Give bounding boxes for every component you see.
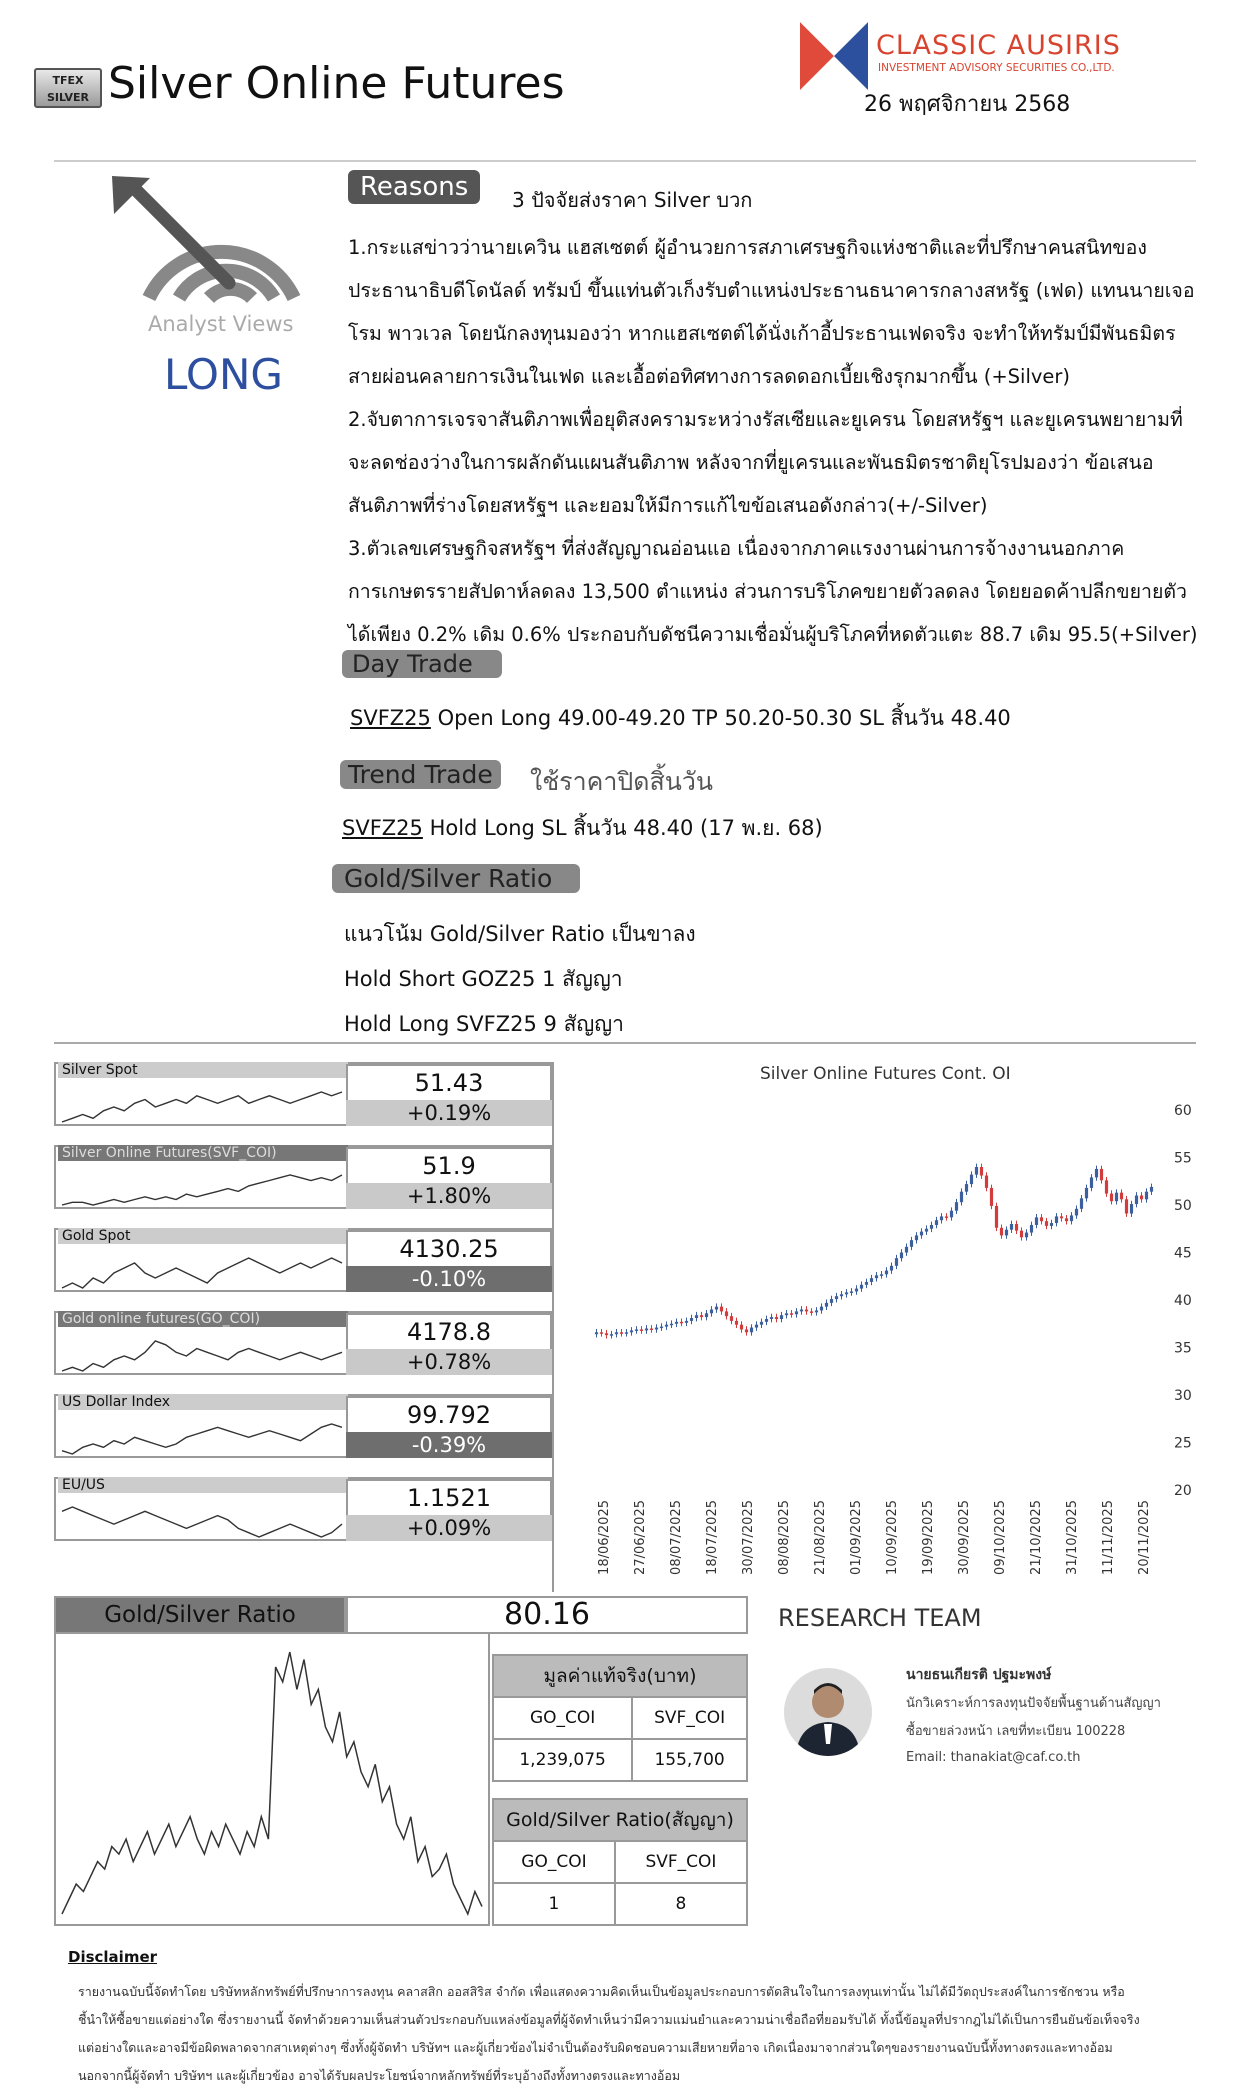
widget-change: +0.19% [346, 1100, 552, 1126]
candle-body [810, 1311, 813, 1313]
candle-body [595, 1332, 598, 1334]
sparkline-line [62, 1507, 342, 1537]
x-tick-label: 21/10/2025 [1029, 1500, 1044, 1575]
gs-ratio-chart [56, 1634, 488, 1922]
trend-trade-symbol: SVFZ25 [342, 816, 423, 840]
market-widget [54, 1145, 554, 1209]
x-tick-label: 19/09/2025 [921, 1500, 936, 1575]
y-tick-label: 45 [1174, 1245, 1192, 1262]
gs-line: แนวโน้ม Gold/Silver Ratio เป็นขาลง [344, 922, 696, 946]
candle-body [955, 1202, 958, 1211]
candle-body [985, 1176, 988, 1188]
reason-line: สันติภาพที่ร่างโดยสหรัฐฯ และยอมให้มีการแก้ไขข้อเสนอดังกล่าว(+/-Silver) [348, 494, 988, 517]
candle-body [605, 1333, 608, 1335]
candle-body [725, 1311, 728, 1316]
candle-body [1110, 1194, 1113, 1202]
reason-line: สายผ่อนคลายการเงินในเฟด และเอื้อต่อทิศทางการลดดอกเบี้ยเชิงรุกมากขึ้น (+Silver) [348, 365, 1071, 388]
y-tick-label: 30 [1174, 1388, 1192, 1404]
candle-body [965, 1184, 968, 1192]
candle-body [1035, 1217, 1038, 1225]
target-arrow-icon [104, 168, 304, 308]
candle-body [705, 1313, 708, 1317]
candle-body [1030, 1225, 1033, 1233]
reason-line: 3.ตัวเลขเศรษฐกิจสหรัฐฯ ที่ส่งสัญญาณอ่อนแอ เนื่องจากภาคแรงงานผ่านการจ้างงานนอกภาค [348, 537, 1125, 560]
candle-body [790, 1313, 793, 1315]
candle-body [905, 1247, 908, 1253]
candle-body [930, 1225, 933, 1229]
widget-change: +0.09% [346, 1515, 552, 1541]
widget-value: 99.792 [346, 1396, 552, 1432]
candle-body [655, 1328, 658, 1330]
actual-value-table [492, 1654, 748, 1782]
widget-value: 1.1521 [346, 1479, 552, 1515]
disclaimer-line: รายงานฉบับนี้จัดทำโดย บริษัทหลักทรัพย์ที่ปรึกษาการลงทุน คลาสสิก ออสสิริส จำกัด เพื่อแสดงความคิดเห็นเป็นข้อมูลประกอบการตัดสินใจในการลงทุนเท่านั้น ไม่ได้มีวัตถุประสงค์ในการชักชวน หรือ [78, 1984, 1125, 1999]
candle-body [780, 1315, 783, 1319]
candle-body [620, 1332, 623, 1334]
gs-ratio-value-box [346, 1596, 748, 1634]
candle-body [745, 1329, 748, 1332]
candle-body [1090, 1177, 1093, 1187]
candle-body [910, 1240, 913, 1247]
candlestick-chart [580, 1090, 1200, 1590]
tfex-logo [34, 68, 102, 108]
day-trade-tag: Day Trade [342, 650, 502, 678]
reason-line: การเกษตรรายสัปดาห์ลดลง 13,500 ตำแหน่ง ส่วนการบริโภคขยายตัวลดลง โดยยอดค้าปลีกขยายตัว [348, 580, 1187, 603]
analyst-name: นายธนเกียรติ ปฐมะพงษ์ [906, 1667, 1052, 1683]
trend-trade-text [342, 812, 823, 845]
candle-body [995, 1206, 998, 1228]
candle-body [825, 1303, 828, 1307]
gs-ratio-label: Gold/Silver Ratio [104, 1602, 296, 1628]
candle-body [760, 1322, 763, 1325]
candle-body [820, 1307, 823, 1311]
candle-body [1050, 1223, 1053, 1226]
candle-body [800, 1310, 803, 1312]
gs-ratio-chart-box [54, 1634, 490, 1926]
widget-sparkline [58, 1497, 346, 1541]
candle-body [1120, 1193, 1123, 1200]
brand-logo-icon [800, 22, 868, 90]
analyst-views-label: Analyst Views [148, 312, 294, 336]
widget-value: 4178.8 [346, 1313, 552, 1349]
sparkline-line [62, 1341, 342, 1371]
candle-body [1055, 1216, 1058, 1223]
candle-body [770, 1317, 773, 1319]
candle-body [660, 1327, 663, 1329]
divider [54, 1042, 1196, 1044]
candle-body [840, 1294, 843, 1296]
widget-sparkline [58, 1248, 346, 1292]
sparkline-line [62, 1258, 342, 1288]
widget-sparkline [58, 1165, 346, 1209]
candle-body [1015, 1224, 1018, 1231]
candle-body [1020, 1231, 1023, 1238]
y-tick-label: 55 [1174, 1150, 1192, 1167]
candle-body [640, 1329, 643, 1331]
x-tick-label: 18/06/2025 [597, 1500, 612, 1575]
x-tick-label: 21/08/2025 [813, 1500, 828, 1575]
candle-body [1150, 1187, 1153, 1192]
widget-value: 51.43 [346, 1064, 552, 1100]
reason-line: 1.กระแสข่าวว่านายเควิน แฮสเซตต์ ผู้อำนวยการสภาเศรษฐกิจแห่งชาติและที่ปรึกษาคนสนิทของ [348, 236, 1147, 259]
candle-body [650, 1329, 653, 1331]
gs-line: Hold Short GOZ25 1 สัญญา [344, 967, 623, 991]
candle-body [690, 1318, 693, 1321]
y-tick-label: 20 [1174, 1483, 1192, 1499]
analyst-email[interactable]: Email: thanakiat@caf.co.th [906, 1750, 1081, 1765]
candle-body [1040, 1217, 1043, 1221]
x-tick-label: 01/09/2025 [849, 1500, 864, 1575]
y-tick-label: 50 [1174, 1198, 1192, 1214]
candle-body [675, 1322, 678, 1324]
widget-label: Silver Spot [58, 1062, 348, 1078]
actual-v2: 155,700 [632, 1739, 747, 1781]
reasons-tag: Reasons [348, 170, 480, 204]
ratio-contract-title: Gold/Silver Ratio(สัญญา) [493, 1799, 747, 1841]
candle-body [890, 1266, 893, 1271]
widget-label: US Dollar Index [58, 1394, 348, 1410]
candle-body [865, 1282, 868, 1285]
page-title: Silver Online Futures [108, 58, 565, 109]
candle-body [1095, 1169, 1098, 1178]
report-date: 26 พฤศจิกายน 2568 [864, 92, 1071, 117]
day-trade-text [350, 702, 1011, 735]
market-widget [54, 1394, 554, 1458]
widget-change: +0.78% [346, 1349, 552, 1375]
candle-body [920, 1232, 923, 1236]
x-tick-label: 11/11/2025 [1101, 1500, 1116, 1575]
y-tick-label: 40 [1174, 1293, 1192, 1309]
candle-body [1065, 1218, 1068, 1221]
x-tick-label: 18/07/2025 [705, 1500, 720, 1575]
widget-label: EU/US [58, 1477, 348, 1493]
ratio-contract-table [492, 1798, 748, 1926]
x-tick-label: 20/11/2025 [1137, 1500, 1152, 1575]
candle-body [1100, 1169, 1103, 1180]
candle-body [1085, 1188, 1088, 1198]
disclaimer-title: Disclaimer [68, 1948, 158, 1966]
candle-body [785, 1313, 788, 1315]
candle-body [795, 1311, 798, 1314]
analyst-avatar [784, 1668, 872, 1756]
candle-body [685, 1321, 688, 1323]
analyst-role: นักวิเคราะห์การลงทุนปัจจัยพื้นฐานด้านสัญญา [906, 1696, 1161, 1711]
sparkline-line [62, 1424, 342, 1454]
candle-body [845, 1292, 848, 1294]
widget-change: -0.10% [346, 1266, 552, 1292]
candle-body [1060, 1216, 1063, 1218]
disclaimer-line: แต่อย่างใดและอาจมีข้อผิดพลาดจากสาเหตุต่างๆ ซึ่งทั้งผู้จัดทำ บริษัทฯ และผู้เกี่ยวข้องไม่จำเป็นต้องรับผิดชอบความเสียหายที่อาจ เกิดเนื่องมาจากส่วนใดๆของรายงานฉบับนี้ทั้งทางตรงและทางอ้อม [78, 2040, 1113, 2055]
actual-h2: SVF_COI [632, 1697, 747, 1739]
candle-body [1145, 1192, 1148, 1200]
x-tick-label: 30/07/2025 [741, 1500, 756, 1575]
candle-body [855, 1289, 858, 1292]
gs-ratio-label-box [54, 1596, 346, 1634]
candle-body [1140, 1196, 1143, 1200]
ratio-h2: SVF_COI [615, 1841, 747, 1883]
candle-body [1045, 1221, 1048, 1226]
candle-body [610, 1334, 613, 1336]
candle-body [870, 1278, 873, 1282]
candle-body [915, 1235, 918, 1240]
x-tick-label: 09/10/2025 [993, 1500, 1008, 1575]
day-trade-detail: Open Long 49.00-49.20 TP 50.20-50.30 SL สิ้นวัน 48.40 [430, 706, 1011, 730]
widget-value: 4130.25 [346, 1230, 552, 1266]
candle-body [885, 1271, 888, 1275]
candle-body [710, 1310, 713, 1314]
candle-body [850, 1291, 853, 1293]
widget-sparkline [58, 1331, 346, 1375]
candle-body [935, 1220, 938, 1225]
trend-trade-note: ใช้ราคาปิดสิ้นวัน [530, 767, 713, 796]
candle-body [645, 1329, 648, 1331]
ratio-h1: GO_COI [493, 1841, 615, 1883]
sparkline-line [62, 1092, 342, 1122]
gs-section-tag: Gold/Silver Ratio [332, 864, 580, 893]
candle-body [1130, 1204, 1133, 1214]
widget-label: Gold online futures(GO_COI) [58, 1311, 348, 1327]
widget-value: 51.9 [346, 1147, 552, 1183]
candle-body [715, 1307, 718, 1310]
market-widget [54, 1062, 554, 1126]
candle-body [940, 1216, 943, 1220]
research-title: RESEARCH TEAM [778, 1604, 982, 1632]
candle-body [880, 1274, 883, 1276]
actual-value-title: มูลค่าแท้จริง(บาท) [493, 1655, 747, 1697]
day-trade-symbol: SVFZ25 [350, 706, 431, 730]
candle-body [600, 1332, 603, 1334]
widget-change: +1.80% [346, 1183, 552, 1209]
x-tick-label: 31/10/2025 [1065, 1500, 1080, 1575]
candle-body [740, 1325, 743, 1330]
candle-body [990, 1188, 993, 1206]
candle-body [960, 1192, 963, 1202]
candle-body [625, 1332, 628, 1334]
candle-body [730, 1316, 733, 1321]
gs-line: Hold Long SVFZ25 9 สัญญา [344, 1012, 624, 1036]
widget-change: -0.39% [346, 1432, 552, 1458]
widget-sparkline [58, 1082, 346, 1126]
candle-body [945, 1216, 948, 1218]
trend-trade-tag: Trend Trade [340, 760, 501, 789]
candle-body [630, 1330, 633, 1332]
brand-subtitle: INVESTMENT ADVISORY SECURITIES CO.,LTD. [878, 62, 1115, 74]
candle-body [1025, 1233, 1028, 1238]
sparkline-line [62, 1175, 342, 1205]
candle-body [1135, 1196, 1138, 1205]
candle-body [775, 1317, 778, 1319]
reason-line: โรม พาวเวล โดยนักลงทุนมองว่า หากแฮสเซตต์ได้นั่งเก้าอี้ประธานเฟดจริง จะทำให้ทรัมป์มีพันธมิตร [348, 322, 1176, 345]
candle-body [700, 1315, 703, 1317]
market-widget [54, 1477, 554, 1541]
x-tick-label: 08/07/2025 [669, 1500, 684, 1575]
candle-body [950, 1211, 953, 1218]
trend-trade-detail: Hold Long SL สิ้นวัน 48.40 (17 พ.ย. 68) [422, 816, 823, 840]
candle-body [615, 1332, 618, 1334]
candle-body [895, 1258, 898, 1266]
candle-body [980, 1167, 983, 1176]
candle-body [975, 1167, 978, 1175]
analyst-view: LONG [164, 350, 283, 399]
widget-sparkline [58, 1414, 346, 1458]
widget-column-border [552, 1062, 554, 1592]
candle-body [1105, 1180, 1108, 1193]
candle-body [925, 1229, 928, 1232]
widget-label: Silver Online Futures(SVF_COI) [58, 1145, 348, 1161]
candle-body [1000, 1228, 1003, 1236]
candle-body [635, 1329, 638, 1331]
disclaimer-line: ชี้นำให้ซื้อขายแต่อย่างใด ซึ่งรายงานนี้ จัดทำด้วยความเห็นส่วนตัวประกอบกับแหล่งข้อมูลที่ผู้จัดทำเห็นว่ามีความแม่นยำและความน่าเชื่อถือที่ยอมรับได้ ทั้งนี้ข้อมูลที่ปรากฎไม่ได้เป็นการยืนยันข้อเท็จจริง [78, 2012, 1140, 2027]
reason-line: 2.จับตาการเจรจาสันติภาพเพื่อยุติสงครามระหว่างรัสเซียและยูเครน โดยสหรัฐฯ และยูเครนพยายามที่ [348, 408, 1183, 431]
candle-body [1115, 1193, 1118, 1202]
candle-body [1010, 1224, 1013, 1230]
gs-ratio-line [62, 1652, 482, 1914]
candle-body [755, 1325, 758, 1328]
candle-body [735, 1321, 738, 1325]
candle-body [1075, 1209, 1078, 1216]
x-tick-label: 30/09/2025 [957, 1500, 972, 1575]
reasons-text [348, 226, 1248, 656]
tfex-logo-text: TFEX SILVER [46, 74, 89, 104]
x-tick-label: 27/06/2025 [633, 1500, 648, 1575]
reason-line: จะลดช่องว่างในการผลักดันแผนสันติภาพ หลังจากที่ยูเครนและพันธมิตรชาติยุโรปมองว่า ข้อเสนอ [348, 451, 1154, 474]
actual-h1: GO_COI [493, 1697, 632, 1739]
actual-v1: 1,239,075 [493, 1739, 632, 1781]
widget-label: Gold Spot [58, 1228, 348, 1244]
candle-body [835, 1296, 838, 1299]
candle-body [670, 1324, 673, 1326]
candle-body [720, 1307, 723, 1312]
candle-body [805, 1310, 808, 1312]
y-tick-label: 35 [1174, 1340, 1192, 1357]
candle-body [860, 1285, 863, 1289]
x-tick-label: 08/08/2025 [777, 1500, 792, 1575]
candle-body [1080, 1198, 1083, 1208]
ratio-v2: 8 [615, 1883, 747, 1925]
candle-body [970, 1175, 973, 1185]
market-widget [54, 1228, 554, 1292]
reason-line: ประธานาธิบดีโดนัลด์ ทรัมป์ ขึ้นแท่นตัวเก็งรับตำแหน่งประธานธนาคารกลางสหรัฐ (เฟด) แทนนายเจอ [348, 279, 1195, 302]
analyst-license: ซื้อขายล่วงหน้า เลขที่ทะเบียน 100228 [906, 1724, 1126, 1739]
brand-name: CLASSIC AUSIRIS [876, 30, 1121, 61]
candle-body [1070, 1215, 1073, 1221]
reasons-subtitle: 3 ปัจจัยส่งราคา Silver บวก [512, 188, 753, 212]
candle-body [750, 1328, 753, 1333]
chart-title: Silver Online Futures Cont. OI [760, 1064, 1011, 1084]
y-tick-label: 25 [1174, 1435, 1192, 1452]
candle-body [665, 1325, 668, 1327]
candle-body [830, 1299, 833, 1303]
divider [54, 160, 1196, 162]
x-tick-label: 10/09/2025 [885, 1500, 900, 1575]
disclaimer-line: นอกจากนี้ผู้จัดทำ บริษัทฯ และผู้เกี่ยวข้อง อาจได้รับผลประโยชน์จากหลักทรัพย์ที่ระบุอ้างถึงทั้งทางตรงและทางอ้อม [78, 2068, 681, 2083]
ratio-v1: 1 [493, 1883, 615, 1925]
market-widget [54, 1311, 554, 1375]
disclaimer-text [78, 1978, 1198, 2090]
reason-line: ได้เพียง 0.2% เดิม 0.6% ประกอบกับดัชนีความเชื่อมั่นผู้บริโภคที่หดตัวแตะ 88.7 เดิม 95.5(+Silver) [348, 623, 1198, 646]
candle-body [875, 1275, 878, 1278]
candle-body [695, 1315, 698, 1318]
candle-body [815, 1310, 818, 1312]
gs-section-text [344, 912, 696, 1047]
candle-body [680, 1322, 683, 1324]
candle-body [1005, 1230, 1008, 1236]
candle-body [900, 1253, 903, 1259]
candle-body [765, 1319, 768, 1322]
y-tick-label: 60 [1174, 1103, 1192, 1119]
candle-body [1125, 1199, 1128, 1213]
gs-ratio-value: 80.16 [504, 1597, 590, 1632]
